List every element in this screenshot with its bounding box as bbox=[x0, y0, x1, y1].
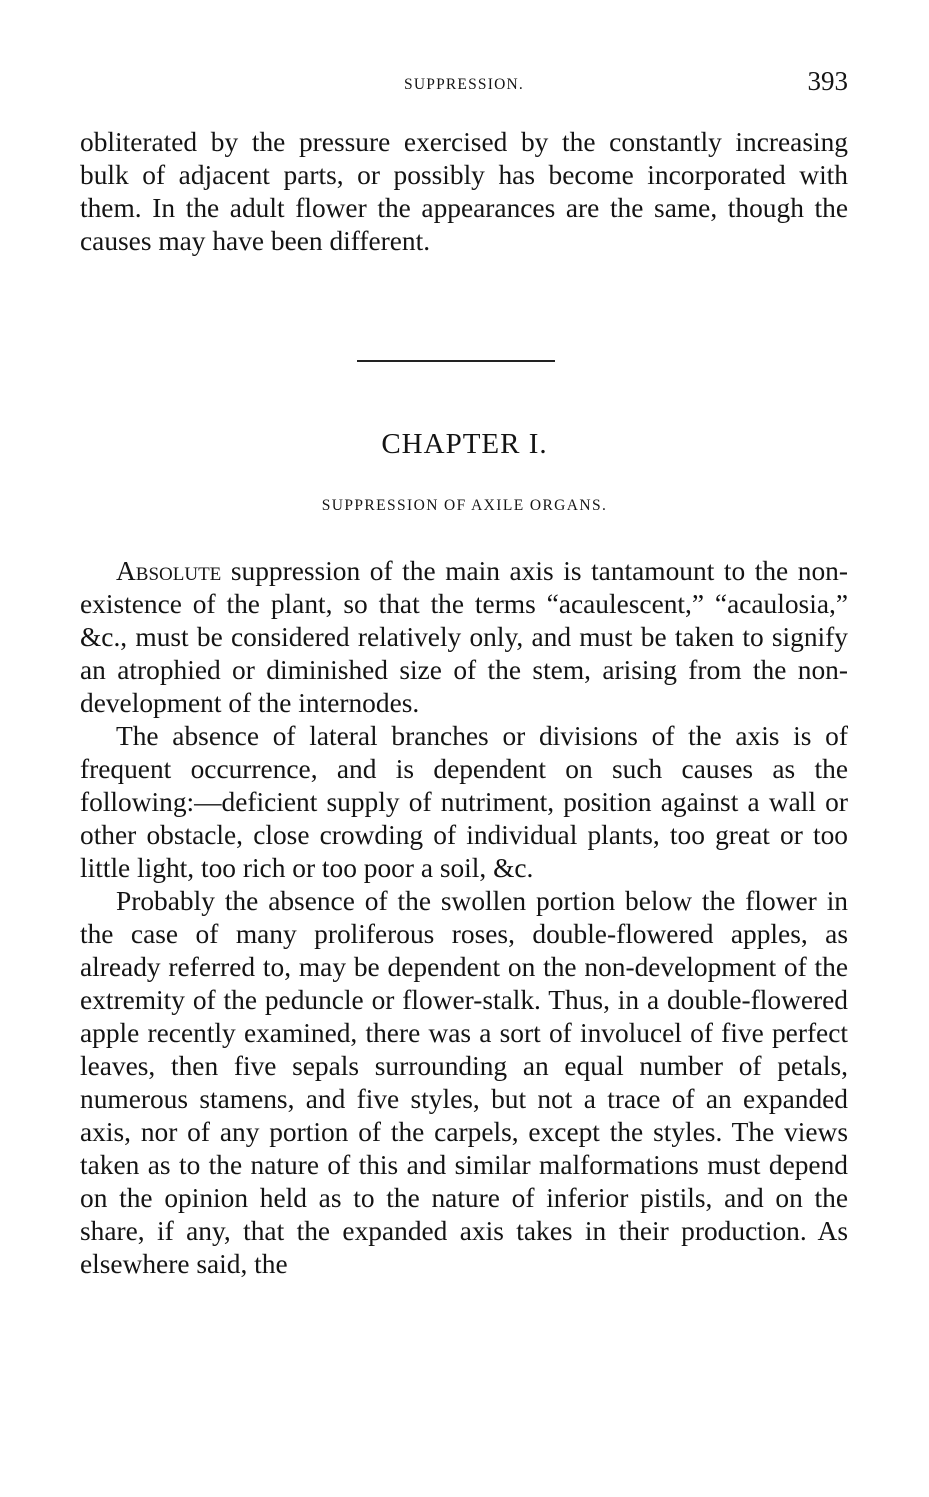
paragraph-text: suppression of the main axis is tantamount to the non-existence of the plant, so that the terms “acaulescent,” “acaulosia,” &c., must be considered relatively only, and must be taken to signify an atrophied or diminished size of the stem, arising from the non-development of the internodes. bbox=[80, 556, 848, 718]
running-title: SUPPRESSION. bbox=[404, 76, 524, 93]
section-heading: SUPPRESSION OF AXILE ORGANS. bbox=[321, 497, 608, 514]
opening-paragraph-block bbox=[80, 126, 848, 258]
chapter-body bbox=[80, 555, 848, 1281]
section-divider bbox=[357, 360, 555, 362]
running-head bbox=[80, 66, 848, 102]
chapter-heading: CHAPTER I. bbox=[381, 428, 548, 460]
paragraph-lead-word: Absolute bbox=[116, 556, 222, 586]
opening-paragraph: obliterated by the pressure exercised by the constantly increasing bulk of adjacent parts, or possibly has become incorporated with them. In the adult flower the appearances are the same, though the causes may have been different. bbox=[80, 127, 848, 256]
paragraph-lateral-branches: The absence of lateral branches or divisions of the axis is of frequent occurrence, and is dependent on such causes as the following:—deficient supply of nutriment, position against a wall or other obstacle, close crowding of individual plants, too great or too little light, too rich or too poor a soil, &c. bbox=[80, 721, 848, 883]
paragraph-absolute-suppression bbox=[80, 555, 848, 720]
page-number: 393 bbox=[807, 66, 848, 96]
paragraph-swollen-portion: Probably the absence of the swollen portion below the flower in the case of many proliferous roses, double-flowered apples, as already referred to, may be dependent on the non-development of the extremity of the peduncle or flower-stalk. Thus, in a double-flowered apple recently examined, there was a sort of involucel of five perfect leaves, then five sepals surrounding an equal number of petals, numerous stamens, and five styles, but not a trace of an expanded axis, nor of any portion of the carpels, except the styles. The views taken as to the nature of this and similar malformations must depend on the opinion held as to the nature of inferior pistils, and on the share, if any, that the expanded axis takes in their production. As elsewhere said, the bbox=[80, 886, 848, 1279]
